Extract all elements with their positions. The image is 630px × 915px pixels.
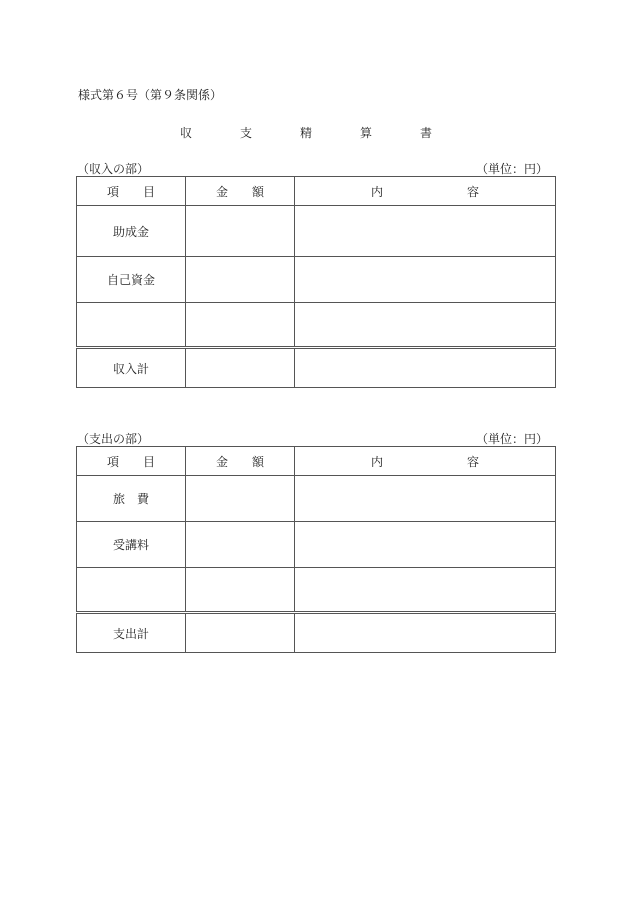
- income-content-cell[interactable]: [295, 303, 556, 348]
- expense-content-cell[interactable]: [295, 568, 556, 613]
- income-unit: （単位：円）: [475, 162, 548, 176]
- header-amount: 金 額: [186, 447, 295, 476]
- income-amount-cell[interactable]: [186, 257, 295, 303]
- expense-item-label[interactable]: [77, 568, 186, 613]
- income-total-content-cell[interactable]: [295, 348, 556, 388]
- header-amount: 金 額: [186, 177, 295, 206]
- expense-row: [77, 568, 556, 613]
- header-content-right: 容: [466, 454, 479, 469]
- income-total-amount-cell[interactable]: [186, 348, 295, 388]
- income-amount-cell[interactable]: [186, 206, 295, 257]
- expense-content-cell[interactable]: [295, 522, 556, 568]
- header-content-right: 容: [466, 184, 479, 199]
- expense-amount-cell[interactable]: [186, 568, 295, 613]
- income-amount-cell[interactable]: [186, 303, 295, 348]
- income-item-label: 自己資金: [77, 257, 186, 303]
- expense-amount-cell[interactable]: [186, 522, 295, 568]
- income-header-row: [77, 177, 556, 206]
- income-content-cell[interactable]: [295, 206, 556, 257]
- income-content-cell[interactable]: [295, 257, 556, 303]
- expense-total-amount-cell[interactable]: [186, 613, 295, 653]
- expense-item-label: 受講料: [77, 522, 186, 568]
- header-item: 項 目: [77, 177, 186, 206]
- income-row: [77, 257, 556, 303]
- header-content-left: 内: [371, 184, 384, 199]
- expense-total-label: 支出計: [77, 613, 186, 653]
- header-content: [295, 177, 556, 206]
- income-total-label: 収入計: [77, 348, 186, 388]
- income-table: [76, 176, 556, 388]
- income-row: [77, 303, 556, 348]
- expense-content-cell[interactable]: [295, 476, 556, 522]
- header-item: 項 目: [77, 447, 186, 476]
- expense-caption: （支出の部）: [77, 432, 150, 446]
- expense-total-content-cell[interactable]: [295, 613, 556, 653]
- income-item-label: 助成金: [77, 206, 186, 257]
- form-number: 様式第６号（第９条関係）: [78, 88, 223, 102]
- income-caption: （収入の部）: [77, 162, 150, 176]
- expense-item-label: 旅 費: [77, 476, 186, 522]
- expense-unit: （単位：円）: [475, 432, 548, 446]
- expense-total-row: [77, 613, 556, 653]
- expense-table: [76, 446, 556, 653]
- expense-row: [77, 522, 556, 568]
- income-total-row: [77, 348, 556, 388]
- header-content: [295, 447, 556, 476]
- document-title: 収 支 精 算 書: [179, 126, 450, 140]
- expense-amount-cell[interactable]: [186, 476, 295, 522]
- income-row: [77, 206, 556, 257]
- header-content-left: 内: [371, 454, 384, 469]
- expense-row: [77, 476, 556, 522]
- expense-header-row: [77, 447, 556, 476]
- income-item-label[interactable]: [77, 303, 186, 348]
